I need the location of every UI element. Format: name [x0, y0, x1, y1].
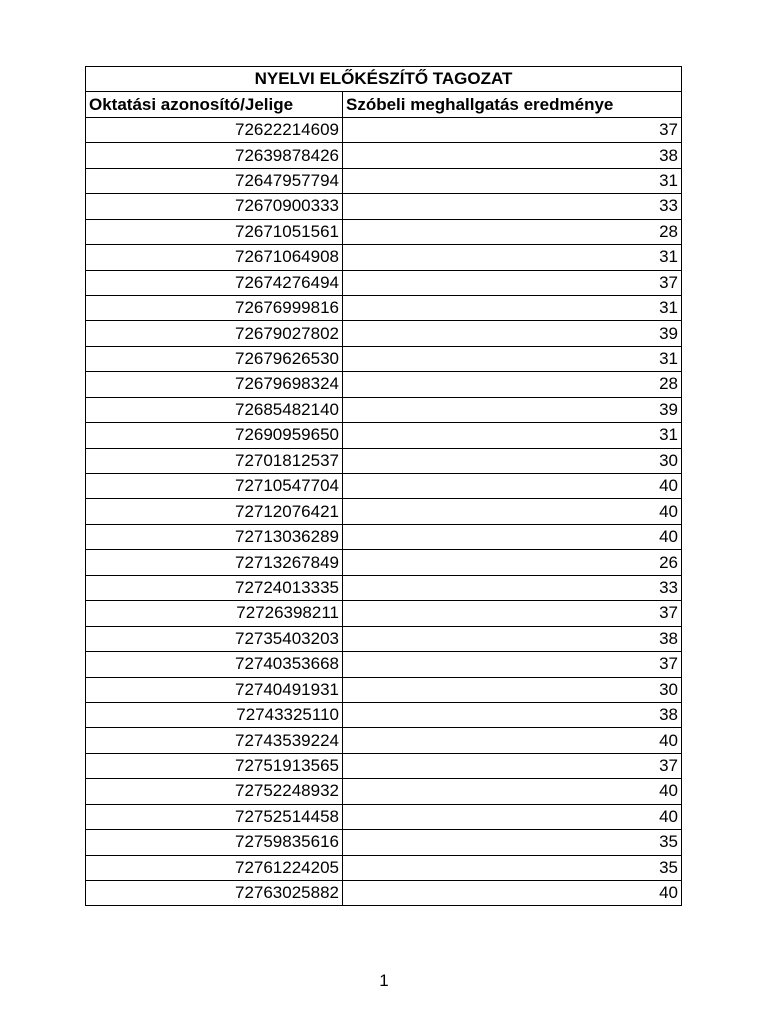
table-row — [86, 397, 682, 422]
table-row — [86, 245, 682, 270]
table-row — [86, 830, 682, 855]
student-id-cell: 72740353668 — [86, 652, 343, 677]
table-row — [86, 143, 682, 168]
student-id-cell: 72761224205 — [86, 855, 343, 880]
table-row — [86, 881, 682, 906]
score-cell: 35 — [343, 855, 682, 880]
table-row — [86, 194, 682, 219]
table-row — [86, 652, 682, 677]
table-row — [86, 702, 682, 727]
score-cell: 40 — [343, 779, 682, 804]
score-cell: 40 — [343, 474, 682, 499]
student-id-cell: 72679698324 — [86, 372, 343, 397]
table-body — [86, 117, 682, 906]
score-cell: 28 — [343, 219, 682, 244]
student-id-cell: 72713267849 — [86, 550, 343, 575]
table-row — [86, 524, 682, 549]
score-cell: 40 — [343, 881, 682, 906]
table-row — [86, 219, 682, 244]
table-row — [86, 779, 682, 804]
table-row — [86, 295, 682, 320]
column-header-score: Szóbeli meghallgatás eredménye — [343, 92, 682, 117]
student-id-cell: 72743325110 — [86, 702, 343, 727]
student-id-cell: 72759835616 — [86, 830, 343, 855]
score-cell: 37 — [343, 117, 682, 142]
score-cell: 31 — [343, 423, 682, 448]
student-id-cell: 72712076421 — [86, 499, 343, 524]
table-row — [86, 601, 682, 626]
score-cell: 37 — [343, 753, 682, 778]
score-cell: 37 — [343, 601, 682, 626]
table-row — [86, 321, 682, 346]
score-cell: 38 — [343, 626, 682, 651]
table-row — [86, 550, 682, 575]
title-row — [86, 67, 682, 92]
student-id-cell: 72740491931 — [86, 677, 343, 702]
results-table — [85, 66, 682, 906]
student-id-cell: 72724013335 — [86, 575, 343, 600]
score-cell: 40 — [343, 804, 682, 829]
table-row — [86, 372, 682, 397]
page-number: 1 — [379, 971, 389, 990]
student-id-cell: 72701812537 — [86, 448, 343, 473]
column-header-id: Oktatási azonosító/Jelige — [86, 92, 343, 117]
student-id-cell: 72752514458 — [86, 804, 343, 829]
score-cell: 38 — [343, 702, 682, 727]
score-cell: 33 — [343, 575, 682, 600]
table-row — [86, 117, 682, 142]
student-id-cell: 72676999816 — [86, 295, 343, 320]
score-cell: 39 — [343, 397, 682, 422]
table-row — [86, 728, 682, 753]
score-cell: 37 — [343, 652, 682, 677]
student-id-cell: 72670900333 — [86, 194, 343, 219]
student-id-cell: 72671064908 — [86, 245, 343, 270]
student-id-cell: 72751913565 — [86, 753, 343, 778]
student-id-cell: 72713036289 — [86, 524, 343, 549]
score-cell: 35 — [343, 830, 682, 855]
table-row — [86, 855, 682, 880]
score-cell: 38 — [343, 143, 682, 168]
table-row — [86, 168, 682, 193]
score-cell: 31 — [343, 346, 682, 371]
table-row — [86, 499, 682, 524]
table-row — [86, 448, 682, 473]
table-row — [86, 626, 682, 651]
student-id-cell: 72679027802 — [86, 321, 343, 346]
score-cell: 26 — [343, 550, 682, 575]
table-row — [86, 270, 682, 295]
table-row — [86, 677, 682, 702]
score-cell: 39 — [343, 321, 682, 346]
student-id-cell: 72679626530 — [86, 346, 343, 371]
score-cell: 31 — [343, 168, 682, 193]
table-row — [86, 423, 682, 448]
table-row — [86, 346, 682, 371]
student-id-cell: 72743539224 — [86, 728, 343, 753]
score-cell: 31 — [343, 245, 682, 270]
table-row — [86, 753, 682, 778]
table-title: NYELVI ELŐKÉSZÍTŐ TAGOZAT — [86, 67, 682, 92]
student-id-cell: 72690959650 — [86, 423, 343, 448]
score-cell: 40 — [343, 524, 682, 549]
student-id-cell: 72763025882 — [86, 881, 343, 906]
student-id-cell: 72685482140 — [86, 397, 343, 422]
student-id-cell: 72752248932 — [86, 779, 343, 804]
header-row — [86, 92, 682, 117]
score-cell: 30 — [343, 677, 682, 702]
score-cell: 28 — [343, 372, 682, 397]
table-row — [86, 474, 682, 499]
student-id-cell: 72639878426 — [86, 143, 343, 168]
score-cell: 40 — [343, 499, 682, 524]
student-id-cell: 72735403203 — [86, 626, 343, 651]
table-row — [86, 575, 682, 600]
student-id-cell: 72671051561 — [86, 219, 343, 244]
table-row — [86, 804, 682, 829]
student-id-cell: 72674276494 — [86, 270, 343, 295]
score-cell: 37 — [343, 270, 682, 295]
student-id-cell: 72710547704 — [86, 474, 343, 499]
student-id-cell: 72726398211 — [86, 601, 343, 626]
score-cell: 33 — [343, 194, 682, 219]
student-id-cell: 72647957794 — [86, 168, 343, 193]
student-id-cell: 72622214609 — [86, 117, 343, 142]
score-cell: 40 — [343, 728, 682, 753]
score-cell: 31 — [343, 295, 682, 320]
score-cell: 30 — [343, 448, 682, 473]
